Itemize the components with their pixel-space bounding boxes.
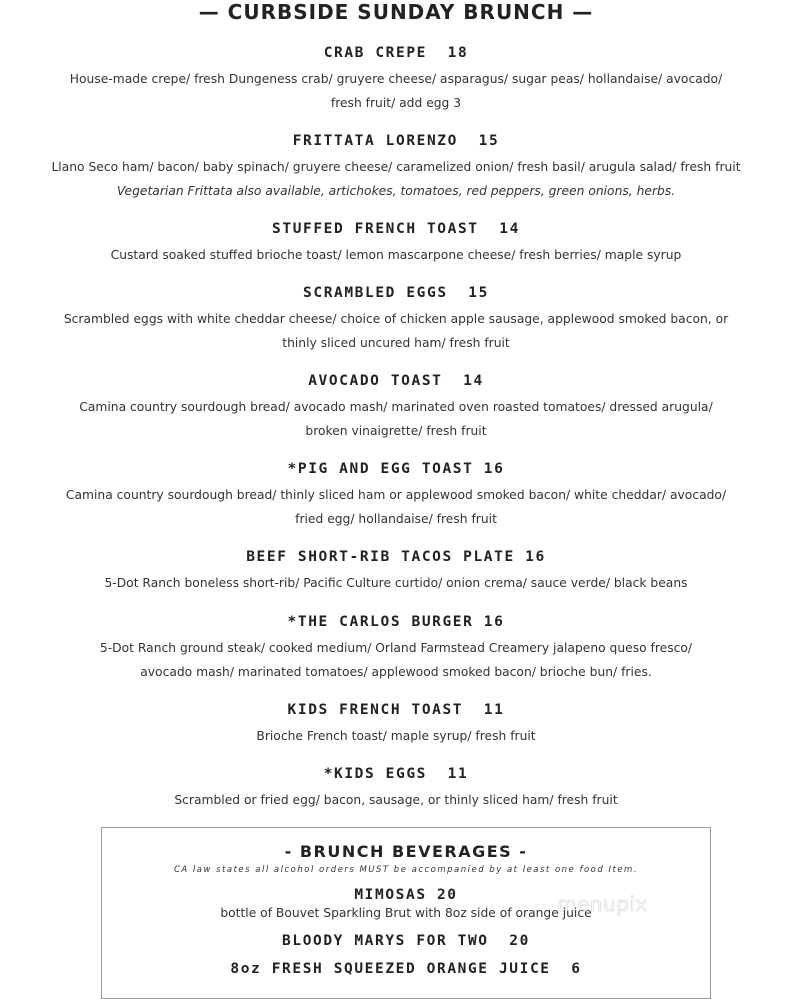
item-description: [0, 307, 792, 355]
item-description: [0, 67, 792, 115]
item-description: [0, 571, 792, 595]
description-line: Brioche French toast/ maple syrup/ fresh fruit: [256, 729, 536, 743]
menu-item-kids-french-toast: [0, 700, 792, 748]
beverage-item-bloody-marys: [102, 931, 710, 951]
beverage-name: 8oz FRESH SQUEEZED ORANGE JUICE 6: [230, 961, 582, 977]
menu-item-crab-crepe: [0, 43, 792, 115]
item-name: CRAB CREPE 18: [323, 45, 469, 61]
description-line: 5-Dot Ranch boneless short-rib/ Pacific Culture curtido/ onion crema/ sauce verde/ black beans: [104, 576, 688, 590]
item-description: [0, 724, 792, 748]
item-name: KIDS FRENCH TOAST 11: [287, 702, 505, 718]
menu-item-avocado-toast: [0, 371, 792, 443]
item-description: [0, 243, 792, 267]
vegetarian-note: Vegetarian Frittata also available, artichokes, tomatoes, red peppers, green onions, herbs.: [116, 184, 676, 198]
description-line: 5-Dot Ranch ground steak/ cooked medium/ Orland Farmstead Creamery jalapeno queso fresco/: [99, 641, 693, 655]
description-line: Llano Seco ham/ bacon/ baby spinach/ gruyere cheese/ caramelized onion/ fresh basil/ arugula salad/ fresh fruit: [51, 160, 741, 174]
description-line: fried egg/ hollandaise/ fresh fruit: [295, 512, 497, 526]
beverage-description: bottle of Bouvet Sparkling Brut with 8oz side of orange juice: [220, 906, 592, 920]
description-line: Camina country sourdough bread/ thinly sliced ham or applewood smoked bacon/ white cheddar/ avocado/: [65, 488, 727, 502]
description-line: Camina country sourdough bread/ avocado mash/ marinated oven roasted tomatoes/ dressed arugula/: [79, 400, 713, 414]
description-line: Scrambled or fried egg/ bacon, sausage, or thinly sliced ham/ fresh fruit: [174, 793, 618, 807]
description-line: House-made crepe/ fresh Dungeness crab/ gruyere cheese/ asparagus/ sugar peas/ hollandaise/ avocado/: [69, 72, 723, 86]
item-name: *PIG AND EGG TOAST 16: [287, 461, 505, 477]
description-line: broken vinaigrette/ fresh fruit: [305, 424, 487, 438]
item-name: FRITTATA LORENZO 15: [292, 133, 500, 149]
item-name: BEEF SHORT-RIB TACOS PLATE 16: [246, 549, 546, 565]
item-name: *THE CARLOS BURGER 16: [287, 614, 505, 630]
menu-item-frittata-lorenzo: [0, 131, 792, 203]
item-description: [0, 155, 792, 203]
beverage-item-orange-juice: [102, 959, 710, 979]
description-line: Scrambled eggs with white cheddar cheese/ choice of chicken apple sausage, applewood smoked bacon, or: [63, 312, 729, 326]
description-line: fresh fruit/ add egg 3: [330, 96, 462, 110]
beverage-name: BLOODY MARYS FOR TWO 20: [282, 933, 530, 949]
description-line: thinly sliced uncured ham/ fresh fruit: [282, 336, 510, 350]
page-title: — CURBSIDE SUNDAY BRUNCH —: [198, 0, 594, 24]
description-line: Custard soaked stuffed brioche toast/ lemon mascarpone cheese/ fresh berries/ maple syrup: [110, 248, 682, 262]
menu-item-stuffed-french-toast: [0, 219, 792, 267]
item-description: [0, 788, 792, 812]
item-name: AVOCADO TOAST 14: [308, 373, 484, 389]
item-name: *KIDS EGGS 11: [323, 766, 469, 782]
beverage-name: MIMOSAS 20: [354, 887, 458, 903]
beverages-title: - BRUNCH BEVERAGES -: [284, 842, 528, 861]
menu-item-beef-short-rib-tacos: [0, 547, 792, 595]
menu-item-scrambled-eggs: [0, 283, 792, 355]
menu-item-pig-and-egg-toast: [0, 459, 792, 531]
item-name: STUFFED FRENCH TOAST 14: [272, 221, 520, 237]
item-description: [0, 636, 792, 684]
menu-item-carlos-burger: [0, 612, 792, 684]
description-line: avocado mash/ marinated tomatoes/ applewood smoked bacon/ brioche bun/ fries.: [140, 665, 652, 679]
menupix-watermark: menupix: [557, 892, 648, 916]
menu-item-kids-eggs: [0, 764, 792, 812]
item-name: SCRAMBLED EGGS 15: [303, 285, 489, 301]
item-description: [0, 483, 792, 531]
item-description: [0, 395, 792, 443]
alcohol-law-note: CA law states all alcohol orders MUST be accompanied by at least one food Item.: [173, 865, 639, 875]
